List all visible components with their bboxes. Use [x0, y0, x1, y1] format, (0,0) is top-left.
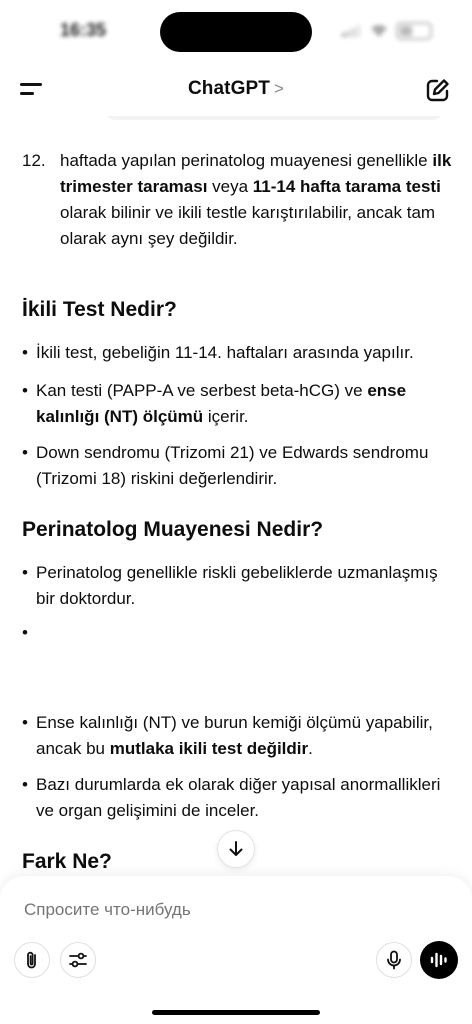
bullet-marker: •: [22, 343, 28, 362]
list-number: 12.: [22, 151, 46, 170]
bullet-marker: •: [22, 443, 28, 462]
list-item: [22, 560, 452, 612]
paragraph-text: [60, 148, 452, 252]
header-title-area: [0, 78, 472, 100]
section-heading: Fark Ne?: [22, 850, 112, 873]
list-item-text: İkili test, gebeliğin 11-14. haftaları arasında yapılır.: [36, 343, 414, 362]
section-heading: İkili Test Nedir?: [22, 298, 177, 321]
bold-text: ense kalınlığı (NT) ölçümü: [36, 381, 407, 426]
list-item-text: Down sendromu (Trizomi 21) ve Edwards sendromu (Trizomi 18) riskini değerlendirir.: [36, 443, 429, 488]
status-icons: [342, 22, 432, 40]
bold-text: 11-14 hafta tarama testi: [252, 177, 441, 196]
list-item: [22, 772, 452, 824]
bullet-marker: •: [22, 563, 28, 582]
list-item: [22, 710, 452, 762]
arrow-down-icon: [227, 840, 245, 858]
battery-icon: [396, 22, 432, 40]
composer: [0, 876, 472, 1024]
assistant-message: [0, 132, 472, 892]
list-item: [22, 440, 452, 492]
compose-icon: [428, 81, 448, 101]
wifi-icon: [370, 24, 388, 38]
scroll-to-bottom-button[interactable]: [217, 830, 255, 868]
voice-mode-button[interactable]: [420, 941, 458, 979]
status-bar: [0, 0, 472, 64]
list-item: [22, 340, 452, 366]
list-item-text: Bazı durumlarda ek olarak diğer yapısal anormallikleri ve organ gelişimini de inceler.: [36, 775, 441, 820]
text-run: Ense kalınlığı (NT) ve burun kemiği ölçümü yapabilir, ancak bu: [36, 713, 433, 758]
new-chat-button[interactable]: [424, 76, 452, 104]
chevron-right-icon: >: [273, 79, 284, 98]
message-input[interactable]: [24, 900, 444, 920]
tools-button[interactable]: [60, 942, 96, 978]
sliders-icon: [68, 951, 88, 969]
bold-text: ilk trimester taraması: [60, 151, 452, 196]
list-item: [22, 378, 452, 430]
paperclip-icon: [23, 950, 41, 970]
text-run: Kan testi (PAPP-A ve serbest beta-hCG) ve: [36, 381, 368, 400]
bullet-marker: •: [22, 623, 28, 642]
list-item-text: [36, 378, 452, 430]
text-run: haftada yapılan perinatolog muayenesi genellikle: [60, 151, 433, 170]
app-title: ChatGPT: [187, 78, 270, 99]
section-heading: Perinatolog Muayenesi Nedir?: [22, 518, 324, 541]
list-item-text: [36, 710, 452, 762]
text-run: içerir.: [203, 407, 249, 426]
waveform-icon: [429, 951, 449, 969]
text-run: .: [308, 739, 313, 758]
signal-icon: [342, 25, 362, 37]
bullet-marker: •: [22, 381, 28, 400]
dictation-button[interactable]: [376, 942, 412, 978]
text-run: olarak bilinir ve ikili testle karıştırılabilir, ancak tam olarak aynı şey değildir.: [60, 203, 436, 248]
app-header: [0, 64, 472, 116]
status-time: 16:35: [60, 20, 107, 40]
dynamic-island: [160, 12, 312, 52]
bullet-marker: •: [22, 775, 28, 794]
bold-text: mutlaka ikili test değildir: [109, 739, 309, 758]
home-indicator: [152, 1010, 320, 1015]
text-run: veya: [207, 177, 253, 196]
intro-paragraph: [22, 148, 452, 252]
model-selector[interactable]: [188, 78, 284, 100]
bullet-marker: •: [22, 713, 28, 732]
microphone-icon: [386, 950, 402, 970]
list-item-text: Perinatolog genellikle riskli gebeliklerde uzmanlaşmış bir doktordur.: [36, 563, 438, 608]
attach-button[interactable]: [14, 942, 50, 978]
